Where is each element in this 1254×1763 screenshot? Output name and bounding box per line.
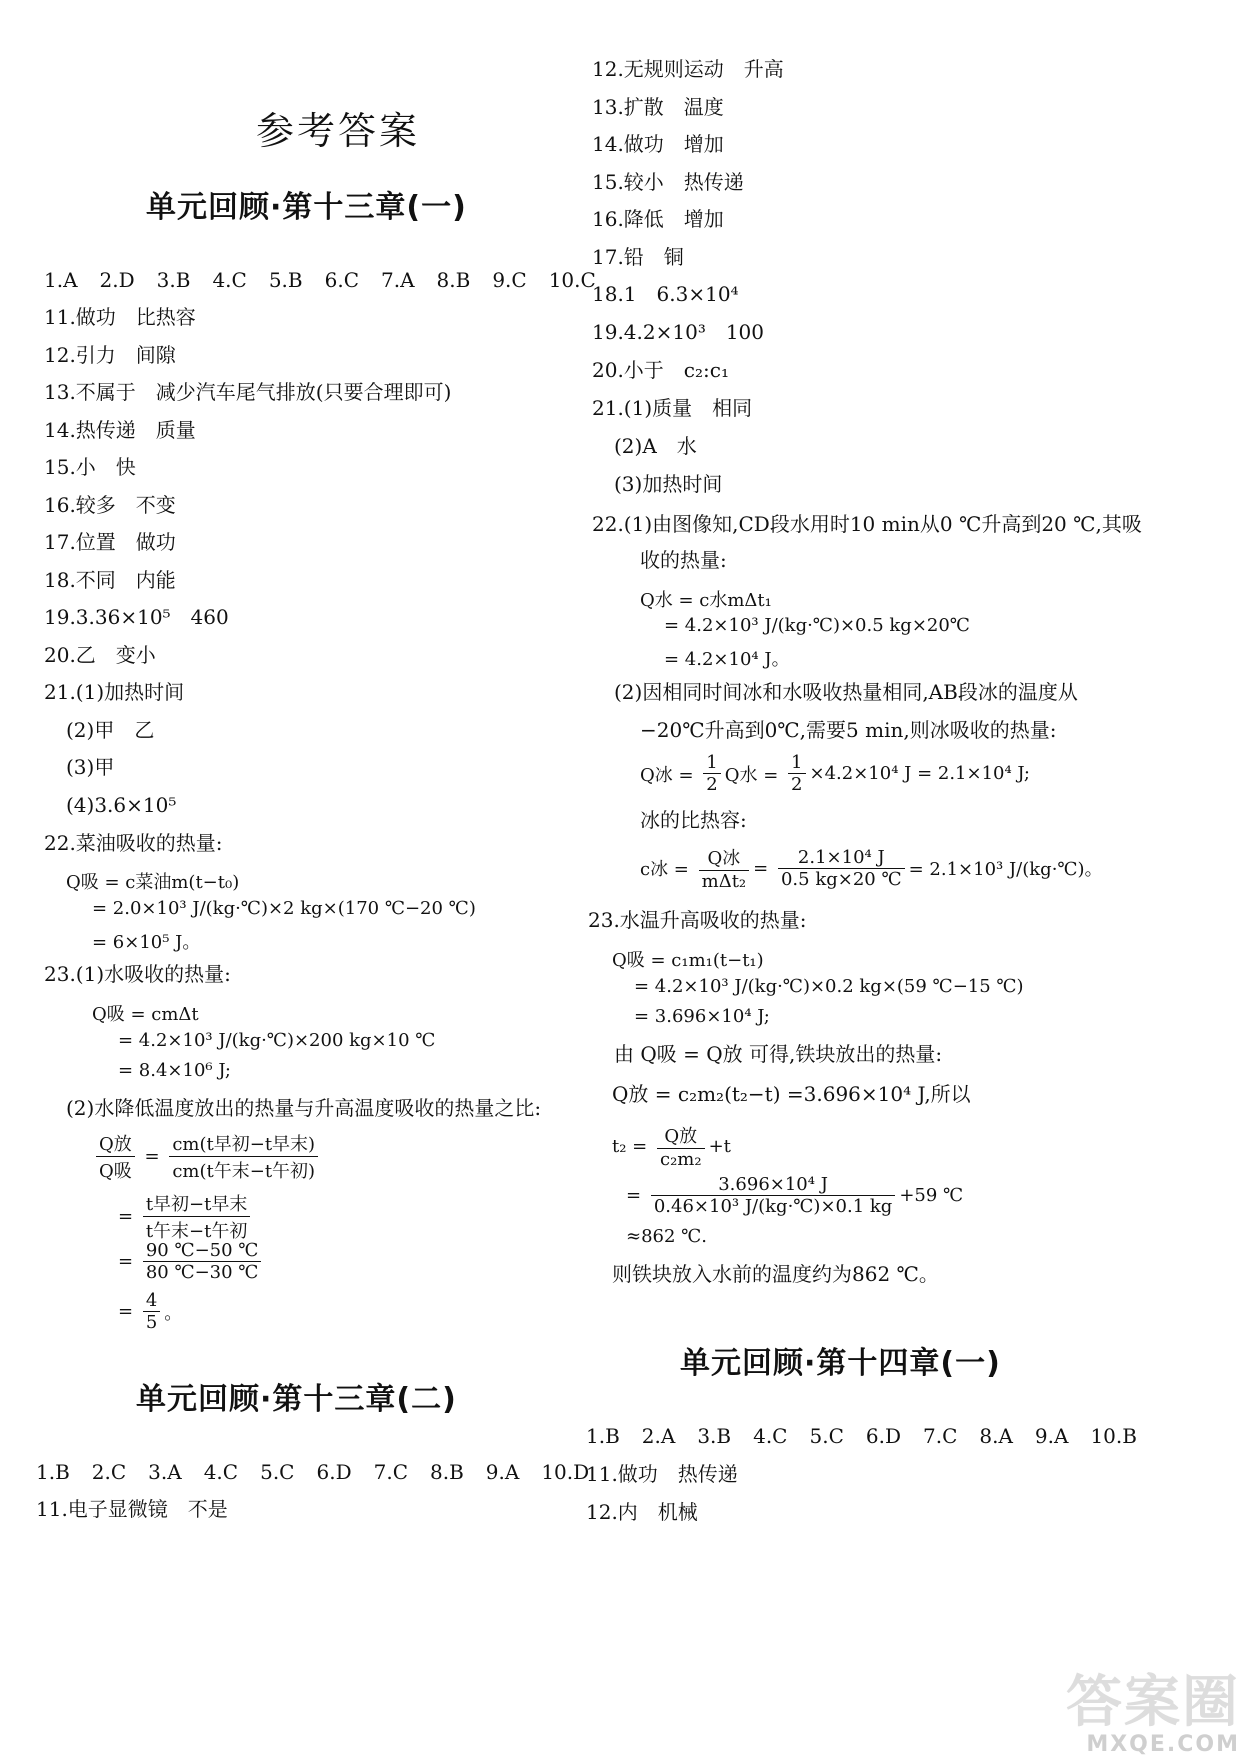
- formula-line: = 4.2×10³ J/(kg·℃)×0.2 kg×(59 ℃−15 ℃): [634, 976, 1024, 997]
- formula-line: = 8.4×10⁶ J;: [118, 1060, 231, 1081]
- fraction-denominator: Q吸: [99, 1161, 132, 1182]
- answer-line: 则铁块放入水前的温度约为862 ℃。: [612, 1262, 939, 1286]
- fraction-numerator: 90 ℃−50 ℃: [143, 1240, 262, 1262]
- equation-lhs: t₂ =: [612, 1135, 648, 1157]
- mc-answers-ch13-1: [44, 268, 618, 292]
- answer-line: −20℃升高到0℃,需要5 min,则冰吸收的热量:: [640, 718, 1057, 742]
- answer: 6.D: [865, 1424, 901, 1448]
- formula-line: = 2.0×10³ J/(kg·℃)×2 kg×(170 ℃−20 ℃): [92, 898, 476, 919]
- ice-heat-equation: [640, 752, 1030, 795]
- equation-lhs: c冰 =: [640, 859, 689, 880]
- answer-line: 23.(1)水吸收的热量:: [44, 962, 231, 986]
- answer: 1.B: [586, 1424, 620, 1448]
- answer-line: 11.电子显微镜 不是: [36, 1497, 228, 1521]
- answer-line: 23.水温升高吸收的热量:: [588, 908, 807, 932]
- answer: 4.C: [753, 1424, 788, 1448]
- answer-line: 21.(1)质量 相同: [592, 396, 753, 420]
- t2-equation: [612, 1122, 731, 1170]
- answer-line: 由 Q吸 = Q放 可得,铁块放出的热量:: [614, 1042, 943, 1066]
- formula-line: = 6×10⁵ J。: [92, 932, 201, 953]
- answer-line: 16.降低 增加: [592, 207, 724, 231]
- answer-line: 17.铅 铜: [592, 245, 684, 269]
- answer: 7.C: [923, 1424, 958, 1448]
- fraction-numerator: 4: [143, 1290, 160, 1312]
- watermark-logo: [1066, 1658, 1240, 1757]
- answer: 2.D: [99, 268, 135, 292]
- fraction-denominator: cm(t午末−t午初): [172, 1161, 316, 1182]
- answer: 8.B: [430, 1460, 464, 1484]
- answer-line: 11.做功 比热容: [44, 305, 196, 329]
- answer-line: 14.做功 增加: [592, 132, 724, 156]
- fraction-denominator: c₂m₂: [660, 1149, 702, 1170]
- answer-line: 19.4.2×10³ 100: [592, 320, 765, 344]
- fraction-numerator: Q放: [657, 1122, 705, 1149]
- formula-line: = 3.696×10⁴ J;: [634, 1006, 770, 1027]
- answer: 10.C: [548, 268, 596, 292]
- fraction-denominator: 2: [791, 774, 803, 795]
- page-title: 参考答案: [256, 109, 421, 153]
- formula-line: Q吸 = c₁m₁(t−t₁): [612, 950, 764, 971]
- answer-line: (2)水降低温度放出的热量与升高温度吸收的热量之比:: [66, 1096, 542, 1120]
- answer: 7.A: [381, 268, 415, 292]
- fraction-denominator: t午末−t午初: [145, 1221, 248, 1242]
- answer: 2.C: [91, 1460, 127, 1484]
- answer-line: (2)A 水: [614, 434, 697, 458]
- answer: 5.C: [809, 1424, 844, 1448]
- formula-line: Q吸 = cmΔt: [92, 1004, 199, 1025]
- fraction-numerator: t早初−t早末: [143, 1190, 251, 1217]
- answer-line: Q放 = c₂m₂(t₂−t) =3.696×10⁴ J,所以: [612, 1082, 971, 1106]
- answer: 9.A: [1034, 1424, 1069, 1448]
- formula-line: = 4.2×10³ J/(kg·℃)×0.5 kg×20℃: [664, 615, 970, 636]
- answer: 1.A: [44, 268, 78, 292]
- answer: 3.A: [148, 1460, 182, 1484]
- answer: 9.C: [492, 268, 527, 292]
- fraction-numerator: 1: [788, 752, 805, 774]
- fraction-numerator: cm(t早初−t早末): [169, 1130, 318, 1157]
- answer: 5.B: [268, 268, 303, 292]
- formula-line: ≈862 ℃.: [626, 1226, 708, 1247]
- answer-line: (3)加热时间: [614, 472, 723, 496]
- answer: 2.A: [641, 1424, 676, 1448]
- answer-line: 21.(1)加热时间: [44, 680, 185, 704]
- ratio-equation-4: = $\frac{4}{5}$ 。: [118, 1290, 183, 1333]
- formula-line: Q吸 = c菜油m(t−t₀): [66, 872, 240, 893]
- formula-line: = 4.2×10³ J/(kg·℃)×200 kg×10 ℃: [118, 1030, 436, 1051]
- answer: 6.D: [316, 1460, 352, 1484]
- fraction-denominator: 5: [145, 1312, 158, 1333]
- answer-line: 17.位置 做功: [44, 530, 176, 554]
- answer-line: 18.不同 内能: [44, 568, 176, 592]
- answer-line: 12.引力 间隙: [44, 343, 176, 367]
- answer: 3.B: [156, 268, 191, 292]
- fraction-denominator: 2: [706, 774, 718, 795]
- section-title-ch13-2: 单元回顾·第十三章(二): [136, 1382, 457, 1417]
- fraction-numerator: Q放: [96, 1130, 135, 1157]
- ratio-equation-1: $\frac{\text{Q放}}{\text{Q吸}}$ = $\frac{\text{cm(t早初−t早末)}}{\text{cm(t午末−t午初)}}$: [92, 1130, 322, 1183]
- answer-line: 19.3.36×10⁵ 460: [44, 605, 229, 629]
- answer: 3.B: [697, 1424, 732, 1448]
- answer-line: (3)甲: [66, 755, 115, 779]
- ratio-equation-3: = $\frac{90 ℃-50 ℃}{80 ℃-30 ℃}$: [118, 1240, 265, 1283]
- fraction-denominator: 80 ℃−30 ℃: [145, 1262, 259, 1283]
- answer-line: 20.乙 变小: [44, 643, 156, 667]
- fraction-numerator: 3.696×10⁴ J: [651, 1174, 895, 1196]
- equation-rhs: +t: [708, 1135, 731, 1157]
- formula-line: = 4.2×10⁴ J。: [664, 649, 790, 670]
- answer-line: 15.较小 热传递: [592, 170, 744, 194]
- answer-line: 22.(1)由图像知,CD段水用时10 min从0 ℃升高到20 ℃,其吸: [592, 512, 1142, 536]
- fraction-numerator: 1: [703, 752, 720, 774]
- answer-line: 12.内 机械: [586, 1500, 698, 1524]
- equation-rhs: +59 ℃: [899, 1185, 964, 1206]
- equation-lhs: =: [626, 1185, 642, 1206]
- section-title-ch14-1: 单元回顾·第十四章(一): [680, 1346, 1001, 1381]
- watermark-text: 答案圈: [1066, 1670, 1240, 1735]
- answer: 7.C: [373, 1460, 408, 1484]
- answer-line: 22.菜油吸收的热量:: [44, 831, 223, 855]
- answer: 8.A: [979, 1424, 1013, 1448]
- answer-line: 16.较多 不变: [44, 493, 176, 517]
- fraction-denominator: mΔt₂: [701, 871, 747, 892]
- answer-line: 收的热量:: [640, 548, 727, 572]
- t2-value-equation: [626, 1174, 963, 1217]
- answer: 10.D: [541, 1460, 590, 1484]
- answer-line: 13.不属于 减少汽车尾气排放(只要合理即可): [44, 380, 452, 404]
- equation-mid: Q水 =: [724, 764, 779, 786]
- answer-line: (2)甲 乙: [66, 718, 155, 742]
- equation-lhs: Q冰 =: [640, 764, 694, 786]
- answer-line: 13.扩散 温度: [592, 95, 724, 119]
- fraction-numerator: 2.1×10⁴ J: [778, 847, 905, 869]
- answer-line: 12.无规则运动 升高: [592, 57, 784, 81]
- mc-answers-ch14-1: [586, 1424, 1159, 1448]
- mc-answers-ch13-2: [36, 1460, 611, 1484]
- answer-line: 20.小于 c₂:c₁: [592, 358, 729, 382]
- answer: 8.B: [436, 268, 471, 292]
- answer-line: 冰的比热容:: [640, 808, 747, 832]
- answer: 1.B: [36, 1460, 70, 1484]
- answer: 5.C: [260, 1460, 295, 1484]
- answer: 4.C: [212, 268, 247, 292]
- equation-rhs: = 2.1×10³ J/(kg·℃)。: [908, 859, 1103, 880]
- answer-line: 14.热传递 质量: [44, 418, 196, 442]
- answer: 6.C: [324, 268, 359, 292]
- answer-line: (4)3.6×10⁵: [66, 793, 177, 817]
- answer: 10.B: [1090, 1424, 1137, 1448]
- specific-heat-equation: c冰 = $\frac{\text{Q冰}}{\text{mΔt₂}}$ = $\frac{\text{2.1×10⁴ J}}{0.5 kg\times 20 ℃}$ = 2.1×10³ J/(kg·℃)。: [640, 844, 1103, 892]
- watermark-url: MXQE.COM: [1086, 1732, 1240, 1757]
- answer-line: 15.小 快: [44, 455, 136, 479]
- answer-line: 11.做功 热传递: [586, 1462, 738, 1486]
- ratio-equation-2: = $\frac{\text{t早初−t早末}}{\text{t午末−t午初}}$: [118, 1190, 254, 1243]
- formula-line: Q水 = c水mΔt₁: [640, 590, 772, 611]
- answer-line: (2)因相同时间冰和水吸收热量相同,AB段冰的温度从: [614, 680, 1078, 704]
- fraction-denominator: 0.46×10³ J/(kg·℃)×0.1 kg: [653, 1196, 893, 1217]
- fraction-denominator: 0.5 kg×20 ℃: [780, 868, 902, 890]
- section-title-ch13-1: 单元回顾·第十三章(一): [146, 190, 467, 225]
- answer: 4.C: [203, 1460, 239, 1484]
- answer-line: 18.1 6.3×10⁴: [592, 282, 739, 306]
- answer: 9.A: [485, 1460, 520, 1484]
- sentence-end: 。: [164, 1302, 183, 1324]
- fraction-numerator: Q冰: [699, 844, 750, 871]
- equation-rhs: ×4.2×10⁴ J = 2.1×10⁴ J;: [809, 763, 1030, 784]
